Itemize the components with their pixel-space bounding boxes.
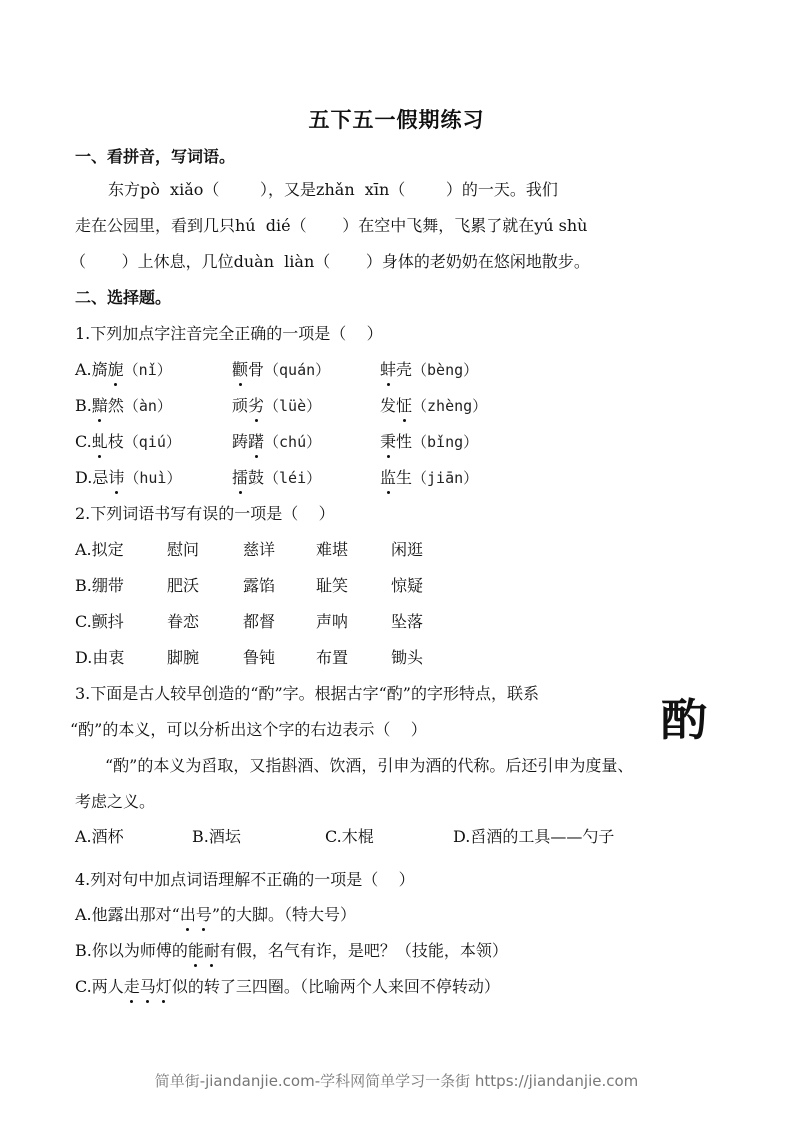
q2-word: A.拟定 [75, 540, 124, 559]
option-text: 似的转了三四圈。（比喻两个人来回不停转动） [171, 977, 500, 996]
word-char: 蚌 [380, 360, 397, 379]
q2-word: 肥沃 [167, 576, 200, 595]
q2-stem: 2.下列词语书写有误的一项是（ ） [75, 504, 335, 523]
q1-option-item [75, 360, 172, 380]
option-letter: B. [75, 396, 92, 415]
q2-word: D.由衷 [75, 648, 125, 667]
word-char: 监 [380, 468, 397, 487]
word-char: 忌 [92, 468, 109, 487]
q3-option: B.酒坛 [192, 827, 241, 846]
q1-option-item [75, 396, 172, 416]
q2-word: B.绷带 [75, 576, 124, 595]
emphasized-char: 号 [195, 905, 212, 924]
emphasized-char: 出 [179, 905, 196, 924]
option-text: ”的大脚。（特大号） [211, 905, 357, 924]
q3-note: 考虑之义。 [75, 792, 156, 811]
pinyin: （léi） [264, 469, 322, 487]
q1-option-item [75, 468, 181, 488]
word-char: 虬 [91, 432, 108, 451]
word-char: 骨 [248, 360, 265, 379]
q2-word: 锄头 [391, 648, 424, 667]
option-text: C.两人 [75, 977, 124, 996]
pinyin: （qiú） [123, 433, 181, 451]
emphasized-char: 马 [139, 977, 156, 996]
q2-word: 露馅 [243, 576, 276, 595]
q1-option-item [232, 396, 321, 416]
q2-word: 惊疑 [391, 576, 424, 595]
pinyin-paragraph-line: 走在公园里，看到几只hú dié（ ）在空中飞舞，飞累了就在yú shù [75, 216, 588, 235]
q2-word: 慰问 [167, 540, 200, 559]
q1-option-item [380, 432, 478, 452]
word-char: 壳 [396, 360, 413, 379]
pinyin: （zhèng） [412, 397, 488, 415]
word-char: 性 [396, 432, 413, 451]
pinyin: （bǐng） [412, 433, 479, 451]
pinyin: （quán） [264, 361, 331, 379]
q1-option-item [232, 360, 330, 380]
emphasized-char: 能 [187, 941, 204, 960]
q2-word: 脚腕 [167, 648, 200, 667]
footer-watermark: 简单街-jiandanjie.com-学科网简单学习一条街 https://jiandanjie.com [154, 1072, 639, 1090]
q4-option [75, 905, 356, 925]
word-char: 黯 [91, 396, 108, 415]
q4-stem: 4.列对句中加点词语理解不正确的一项是（ ） [75, 870, 415, 889]
q2-word: C.颤抖 [75, 612, 124, 631]
q1-stem: 1.下列加点字注音完全正确的一项是（ ） [75, 324, 383, 343]
q1-option-item [232, 468, 321, 488]
word-char: 发 [380, 396, 397, 415]
pinyin-paragraph-line: 东方pò xiǎo（ ），又是zhǎn xīn（ ）的一天。我们 [108, 180, 558, 199]
option-letter: C. [75, 432, 92, 451]
section1-heading: 一、看拼音，写词语。 [75, 147, 236, 166]
word-char: 怔 [396, 396, 413, 415]
page-title: 五下五一假期练习 [308, 108, 485, 132]
option-letter: A. [75, 360, 92, 379]
word-char: 旎 [107, 360, 124, 379]
word-char: 讳 [108, 468, 125, 487]
q2-word: 耻笑 [316, 576, 349, 595]
pinyin: （huì） [124, 469, 182, 487]
q3-note: “酌”的本义为舀取，又指斟酒、饮酒，引申为酒的代称。后还引申为度量、 [105, 756, 634, 775]
word-char: 鼓 [248, 468, 265, 487]
word-char: 旖 [91, 360, 108, 379]
emphasized-char: 走 [123, 977, 140, 996]
q3-option: A.酒杯 [75, 827, 124, 846]
q2-word: 鲁钝 [243, 648, 276, 667]
word-char: 劣 [248, 396, 265, 415]
q1-option-item [380, 396, 487, 416]
q1-option-item [75, 432, 181, 452]
q2-word: 难堪 [316, 540, 349, 559]
word-char: 踌 [232, 432, 249, 451]
q2-word: 都督 [243, 612, 276, 631]
pinyin: （lüè） [264, 397, 322, 415]
word-char: 枝 [107, 432, 124, 451]
q1-option-item [380, 468, 478, 488]
pinyin: （chú） [264, 433, 322, 451]
option-text: A.他露出那对“ [75, 905, 180, 924]
section2-heading: 二、选择题。 [75, 288, 172, 307]
word-char: 躇 [248, 432, 265, 451]
q3-stem: 3.下面是古人较早创造的“酌”字。根据古字“酌”的字形特点，联系 [75, 684, 539, 703]
pinyin: （bèng） [412, 361, 479, 379]
emphasized-char: 耐 [203, 941, 220, 960]
option-letter: D. [75, 468, 93, 487]
q3-option: C.木棍 [325, 827, 374, 846]
q2-word: 慈详 [243, 540, 276, 559]
q3-stem: “酌”的本义，可以分析出这个字的右边表示（ ） [70, 720, 427, 739]
word-char: 秉 [380, 432, 397, 451]
option-text: 有假，名气有诈，是吧？（技能，本领） [219, 941, 508, 960]
word-char: 然 [107, 396, 124, 415]
word-char: 生 [396, 468, 413, 487]
word-char: 顽 [232, 396, 249, 415]
q4-option [75, 941, 508, 961]
q4-option [75, 977, 500, 997]
q1-option-item [232, 432, 321, 452]
word-char: 擂 [232, 468, 249, 487]
q2-word: 眷恋 [167, 612, 200, 631]
q2-word: 声呐 [316, 612, 349, 631]
pinyin-paragraph-line: （ ）上休息，几位duàn liàn（ ）身体的老奶奶在悠闲地散步。 [70, 252, 590, 271]
word-char: 颧 [232, 360, 249, 379]
pinyin: （àn） [123, 397, 172, 415]
pinyin: （nǐ） [123, 361, 172, 379]
emphasized-char: 灯 [155, 977, 172, 996]
option-text: B.你以为师傅的 [75, 941, 188, 960]
q1-option-item [380, 360, 478, 380]
q2-word: 坠落 [391, 612, 424, 631]
pinyin: （jiān） [412, 469, 479, 487]
ancient-character-image: 酌 [661, 695, 703, 746]
q2-word: 布置 [316, 648, 349, 667]
q3-option: D.舀酒的工具——勺子 [453, 827, 615, 846]
q2-word: 闲逛 [391, 540, 424, 559]
